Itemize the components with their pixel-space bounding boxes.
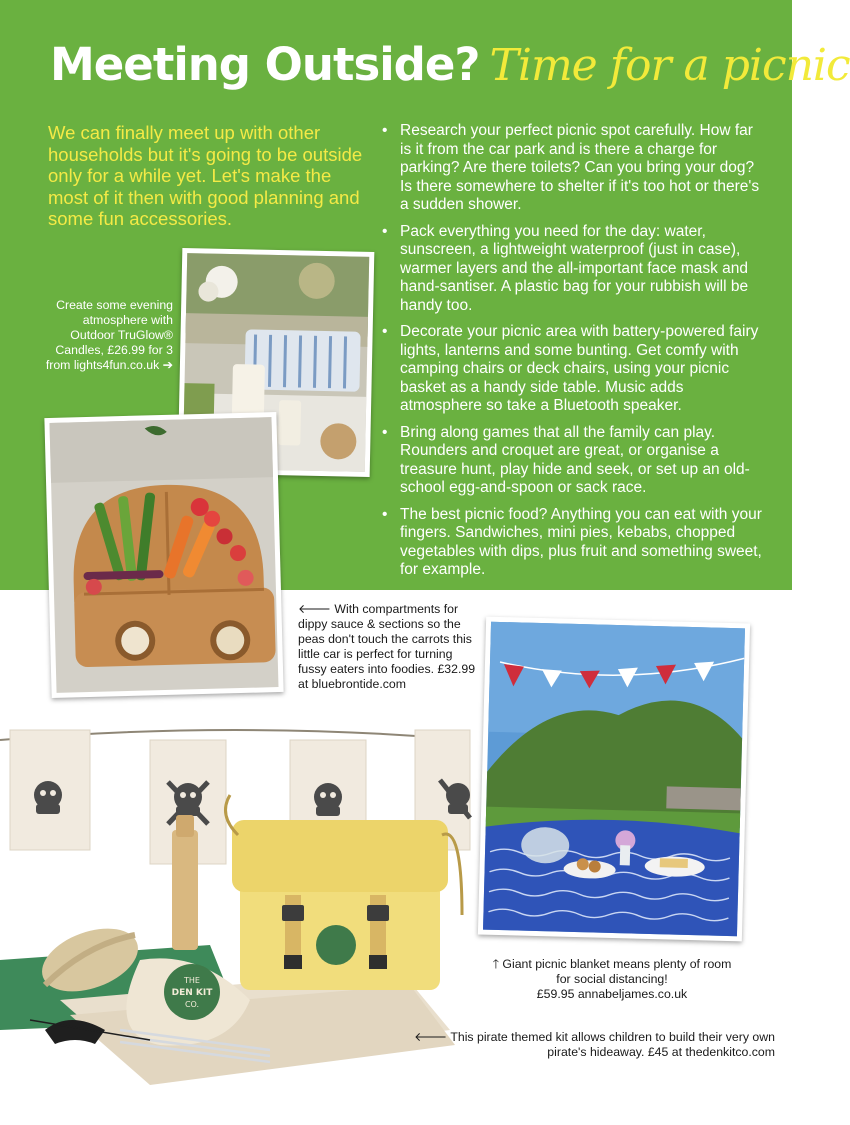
blanket-caption-line1: 🡑 Giant picnic blanket means plenty of room for social distancing! [492,957,732,986]
tip-text: Research your perfect picnic spot carefully. How far is it from the car park and is there a charge for parking? Are there toilets? Can you bring your dog? Is there somewhere to shelter if it's too hot or there's a sudden shower. [400,122,760,213]
list-item [380,223,765,316]
blanket-caption [486,957,738,1002]
picnic-blanket-photo-icon [483,622,745,937]
bullet-icon: • [382,423,388,441]
page-title [50,38,850,108]
car-plate-photo [44,412,283,698]
tip-text: Decorate your picnic area with battery-powered fairy lights, lanterns and some bunting. Get comfy with camping chairs or deck chairs, using your picnic basket as a handy side table. Music adds atmosphere so take a Bluetooth speaker. [400,323,759,414]
tip-text: The best picnic food? Anything you can eat with your fingers. Sandwiches, mini pies, kebabs, chopped vegetables with dips, plus fruit and something sweet, for example. [400,505,762,578]
blanket-caption-line2: £59.95 annabeljames.co.uk [536,987,688,1001]
tip-text: Bring along games that all the family can play. Rounders and croquet are great, or organise a treasure hunt, play hide and seek, or set up an old-school egg-and-spoon or sack race. [400,423,750,496]
candles-caption: Create some evening atmosphere with Outdoor TruGlow® Candles, £26.99 for 3 from lights4fun.co.uk ➔ [45,298,173,372]
kit-caption: 🡐 This pirate themed kit allows children to build their very own pirate's hideaway. £45 at thedenkitco.com [414,1030,775,1059]
title-main: Meeting Outside? [50,38,480,91]
title-script: Time for a picnic [489,40,850,91]
car-caption: 🡐 With compartments for dippy sauce & sections so the peas don't touch the carrots this little car is perfect for turning fussy eaters into foodies. £32.99 at bluebrontide.com [298,602,476,691]
bullet-icon: • [382,323,388,340]
list-item [380,323,765,416]
tips-list [380,122,765,588]
stamp-line2: DEN KIT [171,988,213,998]
wooden-car-plate-photo-icon [50,417,279,693]
list-item [380,424,765,498]
list-item [380,122,765,215]
list-item [380,506,765,580]
blanket-photo [478,617,750,942]
bullet-icon: • [382,505,388,523]
tip-text: Pack everything you need for the day: water, sunscreen, a lightweight waterproof (just in case), warmer layers and the all-important face mask and hand-santiser. A plastic bag for your rubbish will be handy too. [400,222,749,314]
stamp-line3: CO. [184,1000,200,1009]
bullet-icon: • [382,122,388,139]
stamp-line1: THE [184,976,200,985]
intro-paragraph: We can finally meet up with other households but it's going to be outside only for a while yet. Let's make the most of it then with good planning and some fun accessories. [48,122,363,229]
bullet-icon: • [382,222,388,240]
